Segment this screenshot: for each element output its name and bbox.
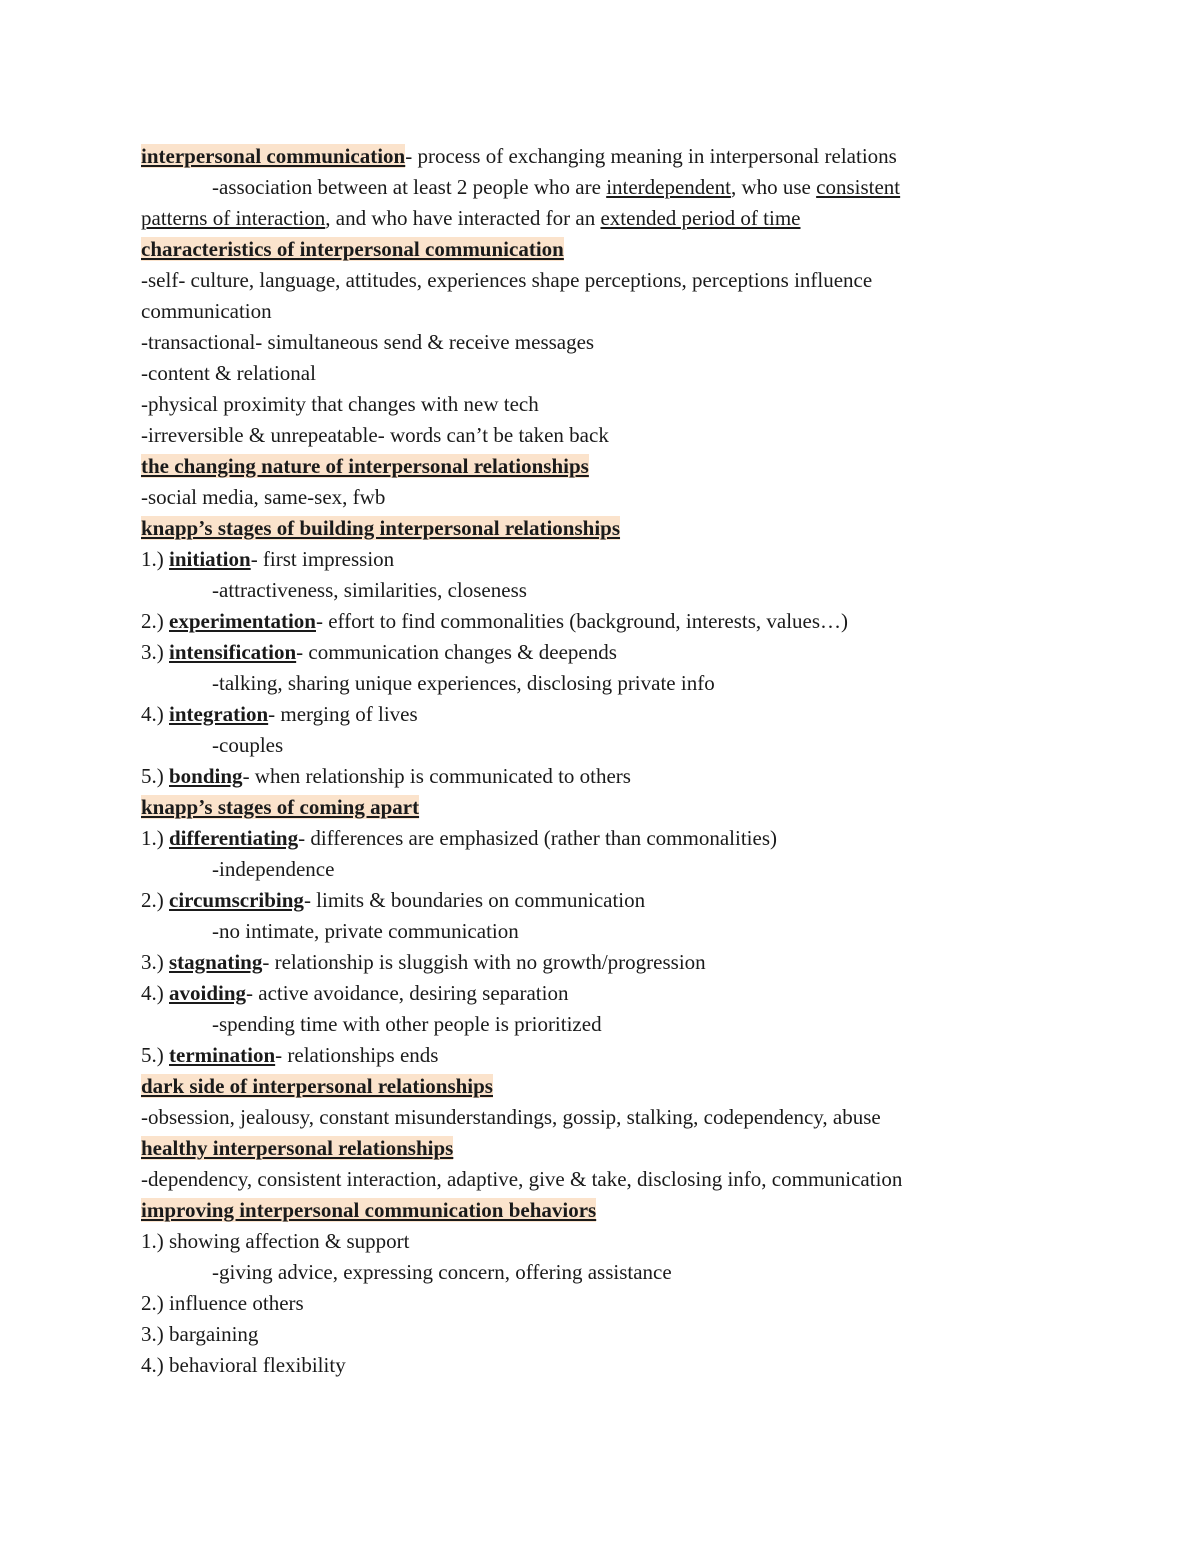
improving-item-2: 2.) influence others (141, 1291, 304, 1315)
stage-term: avoiding (169, 981, 247, 1005)
stage-intensification-sub: -talking, sharing unique experiences, disclosing private info (212, 671, 715, 695)
section-heading-building (141, 513, 620, 544)
stage-desc: - effort to find commonalities (background, interests, values…) (315, 609, 849, 633)
stage-circumscribing (141, 885, 645, 916)
stage-desc: - communication changes & deepends (296, 640, 617, 664)
stage-number: 1.) (141, 826, 169, 850)
healthy-item: -dependency, consistent interaction, adaptive, give & take, disclosing info, communication (141, 1167, 903, 1191)
underlined-text: consistent (816, 175, 901, 199)
stage-number: 3.) (141, 950, 169, 974)
stage-experimentation (141, 606, 848, 637)
characteristic-content: -content & relational (141, 361, 316, 385)
stage-term: differentiating (169, 826, 299, 850)
stage-desc: - when relationship is communicated to others (242, 764, 631, 788)
stage-number: 5.) (141, 764, 169, 788)
stage-differentiating-sub: -independence (212, 857, 335, 881)
stage-stagnating (141, 947, 706, 978)
stage-intensification (141, 637, 617, 668)
underlined-text: patterns of interaction (141, 206, 326, 230)
stage-avoiding-sub: -spending time with other people is prioritized (212, 1012, 602, 1036)
stage-term: bonding (169, 764, 243, 788)
characteristic-transactional: -transactional- simultaneous send & receive messages (141, 330, 595, 354)
stage-differentiating (141, 823, 777, 854)
stage-integration-sub: -couples (212, 733, 284, 757)
stage-desc: - merging of lives (268, 702, 418, 726)
improving-item-1-sub: -giving advice, expressing concern, offering assistance (212, 1260, 672, 1284)
heading-text: characteristics of interpersonal communication (141, 237, 564, 261)
improving-item-4: 4.) behavioral flexibility (141, 1353, 346, 1377)
improving-item-3: 3.) bargaining (141, 1322, 259, 1346)
section-heading-healthy (141, 1133, 453, 1164)
underlined-text: extended period of time (600, 206, 801, 230)
stage-term: termination (169, 1043, 276, 1067)
heading-text: dark side of interpersonal relationships (141, 1074, 493, 1098)
improving-item-1: 1.) showing affection & support (141, 1229, 410, 1253)
heading-text: knapp’s stages of building interpersonal relationships (141, 516, 621, 540)
heading-text: knapp’s stages of coming apart (141, 795, 420, 819)
term-interpersonal-communication: interpersonal communication (141, 144, 406, 168)
text: , and who have interacted for an (325, 206, 601, 230)
stage-term: initiation (169, 547, 251, 571)
section-heading-characteristics (141, 234, 564, 265)
stage-integration (141, 699, 418, 730)
intro-definition-line (141, 141, 897, 172)
section-heading-improving (141, 1195, 596, 1226)
characteristic-self-cont: communication (141, 299, 272, 323)
text: -association between at least 2 people who are (212, 175, 607, 199)
stage-term: stagnating (169, 950, 263, 974)
underlined-text: interdependent (606, 175, 731, 199)
stage-desc: - relationship is sluggish with no growth/progression (262, 950, 706, 974)
stage-number: 2.) (141, 888, 169, 912)
stage-avoiding (141, 978, 568, 1009)
heading-text: improving interpersonal communication behaviors (141, 1198, 597, 1222)
section-heading-changing (141, 451, 589, 482)
stage-initiation (141, 544, 394, 575)
characteristic-proximity: -physical proximity that changes with new tech (141, 392, 539, 416)
characteristic-self: -self- culture, language, attitudes, experiences shape perceptions, perceptions influence (141, 268, 873, 292)
heading-text: healthy interpersonal relationships (141, 1136, 454, 1160)
intro-association-line (212, 172, 900, 203)
stage-number: 1.) (141, 547, 169, 571)
stage-termination (141, 1040, 438, 1071)
stage-term: intensification (169, 640, 297, 664)
stage-desc: - active avoidance, desiring separation (246, 981, 569, 1005)
section-heading-apart (141, 792, 419, 823)
stage-desc: - differences are emphasized (rather than commonalities) (298, 826, 777, 850)
stage-number: 4.) (141, 981, 169, 1005)
intro-definition: - process of exchanging meaning in interpersonal relations (405, 144, 897, 168)
dark-item: -obsession, jealousy, constant misunderstandings, gossip, stalking, codependency, abuse (141, 1105, 881, 1129)
heading-text: the changing nature of interpersonal relationships (141, 454, 589, 478)
stage-desc: - relationships ends (275, 1043, 439, 1067)
stage-number: 4.) (141, 702, 169, 726)
stage-term: integration (169, 702, 269, 726)
stage-desc: - first impression (250, 547, 395, 571)
stage-initiation-sub: -attractiveness, similarities, closeness (212, 578, 527, 602)
stage-number: 2.) (141, 609, 169, 633)
text: , who use (730, 175, 817, 199)
changing-item: -social media, same-sex, fwb (141, 485, 386, 509)
stage-term: circumscribing (169, 888, 304, 912)
intro-association-line-2 (141, 203, 801, 234)
stage-desc: - limits & boundaries on communication (303, 888, 646, 912)
stage-circumscribing-sub: -no intimate, private communication (212, 919, 519, 943)
stage-number: 5.) (141, 1043, 169, 1067)
characteristic-irreversible: -irreversible & unrepeatable- words can’t be taken back (141, 423, 609, 447)
stage-term: experimentation (169, 609, 316, 633)
stage-number: 3.) (141, 640, 169, 664)
stage-bonding (141, 761, 631, 792)
section-heading-dark (141, 1071, 493, 1102)
